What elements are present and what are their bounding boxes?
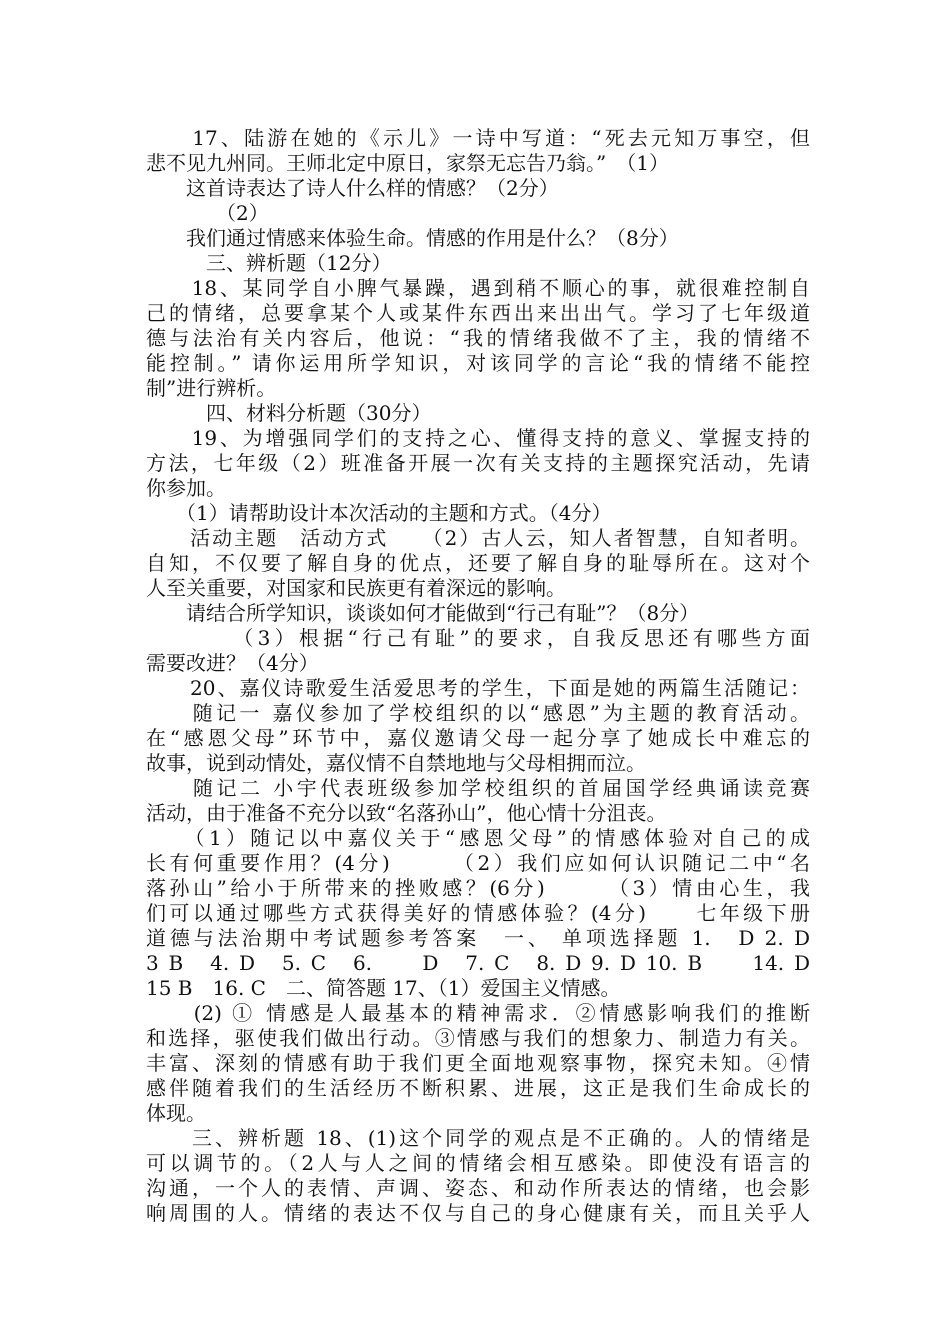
text-line: 沟通，一个人的表情、声调、姿态、和动作所表达的情绪，也会影	[146, 1176, 810, 1200]
text-line: 落孙山”给小于所带来的挫败感？(6分) （3）情由心生，我	[146, 876, 810, 900]
text-line: 己的情绪，总要拿某个人或某件东西出来出出气。学习了七年级道	[146, 301, 810, 325]
text-line: 18、某同学自小脾气暴躁，遇到稍不顺心的事，就很难控制自	[146, 276, 810, 300]
text-line: 丰富、深刻的情感有助于我们更全面地观察事物，探究未知。④情	[146, 1051, 810, 1075]
text-line: 响周围的人。情绪的表达不仅与自己的身心健康有关，而且关乎人	[146, 1201, 810, 1225]
text-line: （2）	[146, 201, 269, 225]
text-line: 制”进行辨析。	[146, 376, 277, 400]
section-heading: 三、辨析题（12分）	[146, 251, 392, 275]
text-line: 感伴随着我们的生活经历不断积累、进展，这正是我们生命成长的	[146, 1076, 810, 1100]
text-line: 德与法治有关内容后，他说：“我的情绪我做不了主，我的情绪不	[146, 326, 810, 350]
text-line: 能控制。” 请你运用所学知识，对该同学的言论“我的情绪不能控	[146, 351, 810, 375]
text-line: （3）根据“行己有耻”的要求，自我反思还有哪些方面	[146, 626, 810, 650]
text-line: 活动主题 活动方式 （2）古人云，知人者智慧，自知者明。	[146, 526, 810, 550]
text-line: 17、陆游在她的《示儿》一诗中写道：“死去元知万事空，但	[146, 126, 810, 150]
text-line: （1）请帮助设计本次活动的主题和方式。（4分）	[146, 501, 612, 525]
text-line: 15 B 16. C 二、简答题 17、（1）爱国主义情感。	[146, 976, 621, 1000]
text-line: 长有何重要作用？(4分) （2）我们应如何认识随记二中“名	[146, 851, 810, 875]
text-line: 人至关重要，对国家和民族更有着深远的影响。	[146, 576, 566, 600]
text-line: 活动，由于准备不充分以致“名落孙山”，他心情十分沮丧。	[146, 801, 667, 825]
text-line: 你参加。	[146, 476, 226, 500]
text-line: 随记二 小宇代表班级参加学校组织的首届国学经典诵读竞赛	[146, 776, 810, 800]
text-line: （1）随记以中嘉仪关于“感恩父母”的情感体验对自己的成	[146, 826, 810, 850]
text-line: 悲不见九州同。王师北定中原日，家祭无忘告乃翁。” （1）	[146, 151, 669, 175]
text-line: 请结合所学知识，谈谈如何才能做到“行己有耻”？（8分）	[146, 601, 700, 625]
text-line: 故事，说到动情处，嘉仪情不自禁地地与父母相拥而泣。	[146, 751, 646, 775]
text-line: 在“感恩父母”环节中，嘉仪邀请父母一起分享了她成长中难忘的	[146, 726, 810, 750]
text-line: 们可以通过哪些方式获得美好的情感体验？(4分) 七年级下册	[146, 901, 810, 925]
text-line: 三、辨析题 18、(1)这个同学的观点是不正确的。人的情绪是	[146, 1126, 810, 1150]
text-line: 我们通过情感来体验生命。情感的作用是什么？（8分）	[146, 226, 679, 250]
text-line: 20、嘉仪诗歌爱生活爱思考的学生，下面是她的两篇生活随记：	[146, 676, 810, 700]
text-line: 3 B 4. D 5. C 6. D 7. C 8. D 9. D 10. B 14. D	[146, 951, 810, 975]
text-line: 体现。	[146, 1101, 206, 1125]
text-line: 可以调节的。（2人与人之间的情绪会相互感染。即使没有语言的	[146, 1151, 810, 1175]
text-line: 自知，不仅要了解自身的优点，还要了解自身的耻辱所在。这对个	[146, 551, 810, 575]
text-line: (2) ① 情感是人最基本的精神需求．②情感影响我们的推断	[146, 1001, 810, 1025]
text-line: 随记一 嘉仪参加了学校组织的以“感恩”为主题的教育活动。	[146, 701, 810, 725]
text-line: 道德与法治期中考试题参考答案 一、 单项选择题 1. D 2. D	[146, 926, 810, 950]
text-line: 和选择，驱使我们做出行动。③情感与我们的想象力、制造力有关。	[146, 1026, 810, 1050]
text-line: 需要改进？（4分）	[146, 651, 319, 675]
section-heading: 四、材料分析题（30分）	[146, 401, 432, 425]
text-line: 方法，七年级（2）班准备开展一次有关支持的主题探究活动，先请	[146, 451, 810, 475]
text-line: 这首诗表达了诗人什么样的情感？（2分）	[146, 176, 559, 200]
text-line: 19、为增强同学们的支持之心、懂得支持的意义、掌握支持的	[146, 426, 810, 450]
